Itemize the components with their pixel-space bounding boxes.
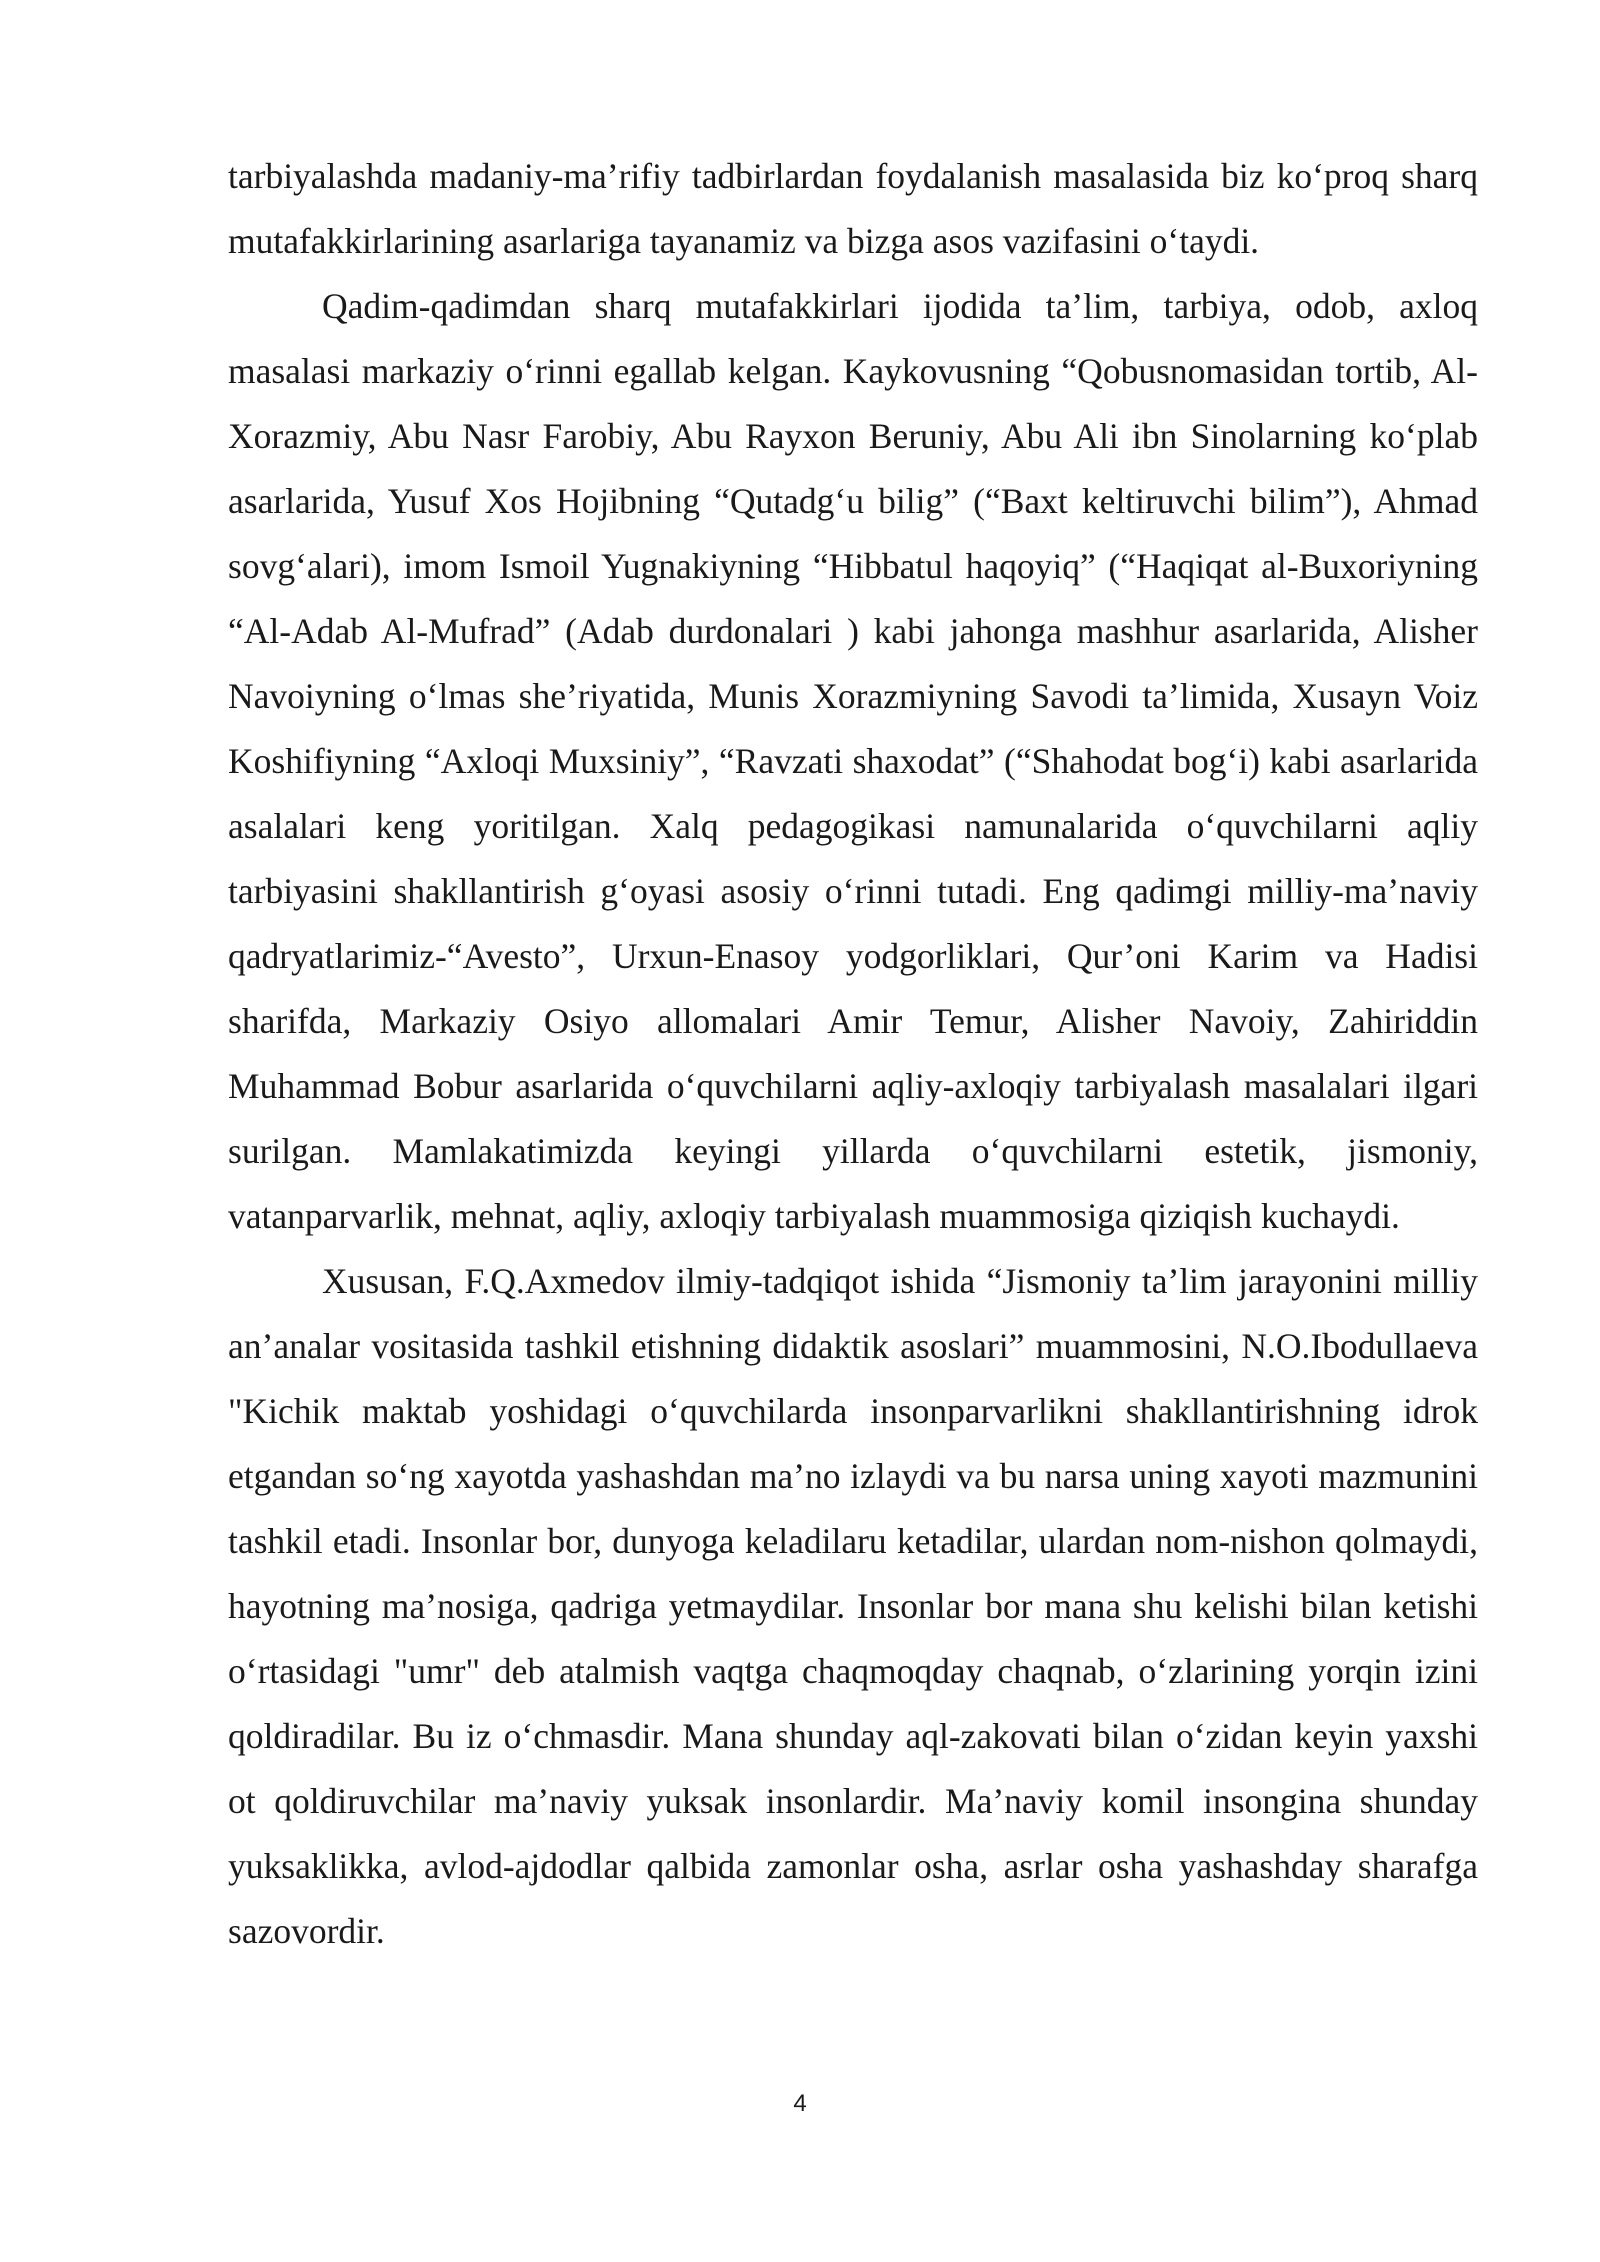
paragraph-eastern-thinkers: Qadim-qadimdan sharq mutafakkirlari ijodida ta’lim, tarbiya, odob, axloq masalasi markaziy o‘rinni egallab kelgan. Kaykovusning “Qobusnomasidan tortib, Al-Xorazmiy, Abu Nasr Farobiy, Abu Rayxon Beruniy, Abu Ali ibn Sinolarning ko‘plab asarlarida, Yusuf Xos Hojibning “Qutadg‘u bilig” (“Baxt keltiruvchi bilim”), Ahmad sovg‘alari), imom Ismoil Yugnakiyning “Hibbatul haqoyiq” (“Haqiqat al-Buxoriyning “Al-Adab Al-Mufrad” (Adab durdonalari ) kabi jahonga mashhur asarlarida, Alisher Navoiyning o‘lmas she’riyatida, Munis Xorazmiyning Savodi ta’limida, Xusayn Voiz Koshifiyning “Axloqi Muxsiniy”, “Ravzati shaxodat” (“Shahodat bog‘i) kabi asarlarida asalalari keng yoritilgan. Xalq pedagogikasi namunalarida o‘quvchilarni aqliy tarbiyasini shakllantirish g‘oyasi asosiy o‘rinni tutadi. Eng qadimgi milliy-ma’naviy qadryatlarimiz-“Avesto”, Urxun-Enasoy yodgorliklari, Qur’oni Karim va Hadisi sharifda, Markaziy Osiyo allomalari Amir Temur, Alisher Navoiy, Zahiriddin Muhammad Bobur asarlarida o‘quvchilarni aqliy-axloqiy tarbiyalash masalalari ilgari surilgan. Mamlakatimizda keyingi yillarda o‘quvchilarni estetik, jismoniy, vatanparvarlik, mehnat, aqliy, axloqiy tarbiyalash muammosiga qiziqish kuchaydi. — [228, 286, 1478, 1236]
document-body — [228, 144, 1478, 1964]
paragraph-research: Xususan, F.Q.Axmedov ilmiy-tadqiqot ishida “Jismoniy ta’lim jarayonini milliy an’analar vositasida tashkil etishning didaktik asoslari” muammosini, N.O.Ibodullaeva "Kichik maktab yoshidagi o‘quvchilarda insonparvarlikni shakllantirishning idrok etgandan so‘ng xayotda yashashdan ma’no izlaydi va bu narsa uning xayoti mazmunini tashkil etadi. Insonlar bor, dunyoga keladilaru ketadilar, ulardan nom-nishon qolmaydi, hayotning ma’nosiga, qadriga yetmaydilar. Insonlar bor mana shu kelishi bilan ketishi o‘rtasidagi "umr" deb atalmish vaqtga chaqmoqday chaqnab, o‘zlarining yorqin izini qoldiradilar. Bu iz o‘chmasdir. Mana shunday aql-zakovati bilan o‘zidan keyin yaxshi ot qoldiruvchilar ma’naviy yuksak insonlardir. Ma’naviy komil insongina shunday yuksaklikka, avlod-ajdodlar qalbida zamonlar osha, asrlar osha yashashday sharafga sazovordir. — [228, 1261, 1478, 1951]
paragraph-continuation: tarbiyalashda madaniy-ma’rifiy tadbirlardan foydalanish masalasida biz ko‘proq sharq mutafakkirlarining asarlariga tayanamiz va bizga asos vazifasini o‘taydi. — [228, 156, 1478, 261]
page-number: 4 — [793, 2090, 807, 2117]
